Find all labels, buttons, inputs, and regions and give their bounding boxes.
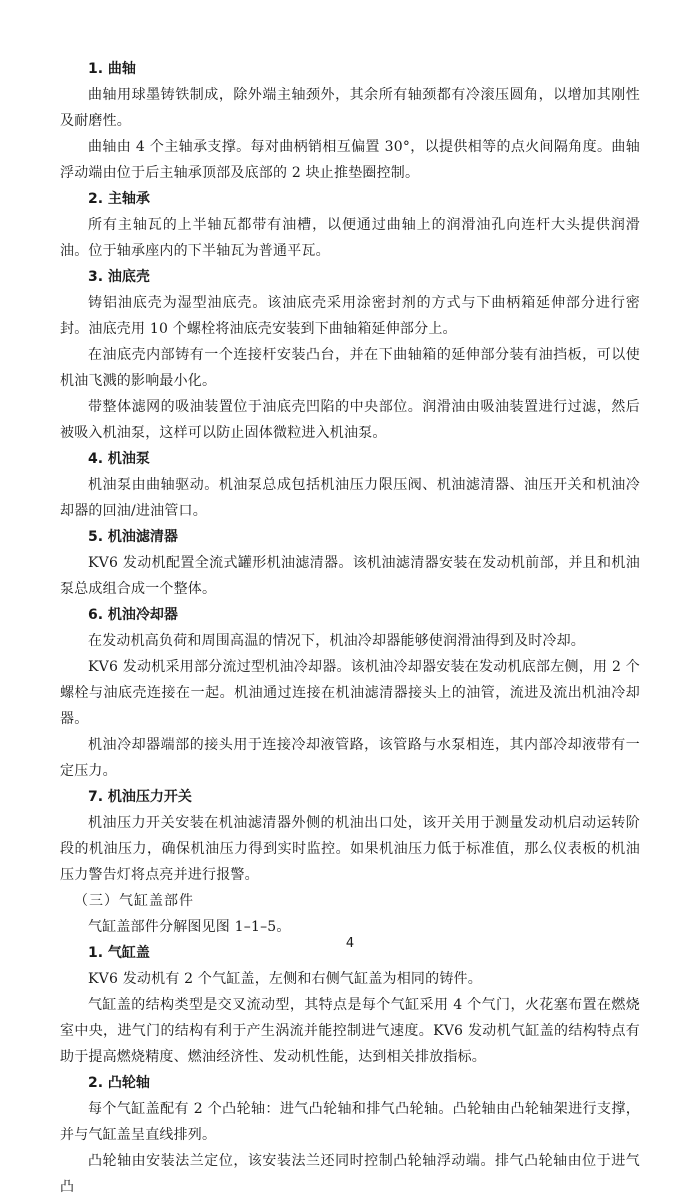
paragraph: 气缸盖部件分解图见图 1–1–5。 (88, 919, 291, 935)
subsection-title: （三）气缸盖部件 (74, 893, 194, 909)
paragraph: KV6 发动机配置全流式罐形机油滤清器。该机油滤清器安装在发动机前部，并且和机油泵总成组合成一个整体。 (60, 555, 640, 597)
paragraph: 曲轴用球墨铸铁制成，除外端主轴颈外，其余所有轴颈都有冷滚压圆角，以增加其刚性及耐磨性。 (60, 87, 640, 129)
paragraph: 每个气缸盖配有 2 个凸轮轴：进气凸轮轴和排气凸轮轴。凸轮轴由凸轮轴架进行支撑，并与气缸盖呈直线排列。 (60, 1101, 640, 1143)
section-heading: 5. 机油滤清器 (88, 529, 178, 545)
section-heading: 3. 油底壳 (88, 269, 150, 285)
paragraph: 凸轮轴由安装法兰定位，该安装法兰还同时控制凸轮轴浮动端。排气凸轮轴由位于进气凸 (60, 1153, 640, 1195)
section-heading: 4. 机油泵 (88, 451, 150, 467)
paragraph: 曲轴由 4 个主轴承支撑。每对曲柄销相互偏置 30°，以提供相等的点火间隔角度。曲轴浮动端由位于后主轴承顶部及底部的 2 块止推垫圈控制。 (60, 139, 640, 181)
section-heading: 2. 主轴承 (88, 191, 150, 207)
section-heading: 6. 机油冷却器 (88, 607, 178, 623)
paragraph: 气缸盖的结构类型是交叉流动型，其特点是每个气缸采用 4 个气门，火花塞布置在燃烧室中央，进气门的结构有利于产生涡流并能控制进气速度。KV6 发动机气缸盖的结构特点有助于提高燃烧精度、燃油经济性、发动机性能，达到相关排放指标。 (60, 997, 640, 1065)
section-heading: 7. 机油压力开关 (88, 789, 192, 805)
section-heading: 1. 曲轴 (88, 61, 136, 77)
paragraph: 机油压力开关安装在机油滤清器外侧的机油出口处，该开关用于测量发动机启动运转阶段的机油压力，确保机油压力得到实时监控。如果机油压力低于标准值，那么仪表板的机油压力警告灯将点亮并进行报警。 (60, 815, 640, 883)
paragraph: 所有主轴瓦的上半轴瓦都带有油槽，以便通过曲轴上的润滑油孔向连杆大头提供润滑油。位于轴承座内的下半轴瓦为普通平瓦。 (60, 217, 640, 259)
paragraph: KV6 发动机有 2 个气缸盖，左侧和右侧气缸盖为相同的铸件。 (88, 971, 482, 987)
paragraph: 铸铝油底壳为湿型油底壳。该油底壳采用涂密封剂的方式与下曲柄箱延伸部分进行密封。油底壳用 10 个螺栓将油底壳安装到下曲轴箱延伸部分上。 (60, 295, 640, 337)
section-heading: 1. 气缸盖 (88, 945, 150, 961)
paragraph: 在发动机高负荷和周围高温的情况下，机油冷却器能够使润滑油得到及时冷却。 (88, 633, 585, 649)
paragraph: 机油冷却器端部的接头用于连接冷却液管路，该管路与水泵相连，其内部冷却液带有一定压力。 (60, 737, 640, 779)
document-page (60, 56, 640, 1200)
page-number: 4 (345, 936, 355, 951)
section-heading: 2. 凸轮轴 (88, 1075, 150, 1091)
paragraph: KV6 发动机采用部分流过型机油冷却器。该机油冷却器安装在发动机底部左侧，用 2 个螺栓与油底壳连接在一起。机油通过连接在机油滤清器接头上的油管，流进及流出机油冷却器。 (60, 659, 640, 727)
paragraph: 带整体滤网的吸油装置位于油底壳凹陷的中央部位。润滑油由吸油装置进行过滤，然后被吸入机油泵，这样可以防止固体微粒进入机油泵。 (60, 399, 640, 441)
paragraph: 在油底壳内部铸有一个连接杆安装凸台，并在下曲轴箱的延伸部分装有油挡板，可以使机油飞溅的影响最小化。 (60, 347, 640, 389)
paragraph: 机油泵由曲轴驱动。机油泵总成包括机油压力限压阀、机油滤清器、油压开关和机油冷却器的回油/进油管口。 (60, 477, 640, 519)
